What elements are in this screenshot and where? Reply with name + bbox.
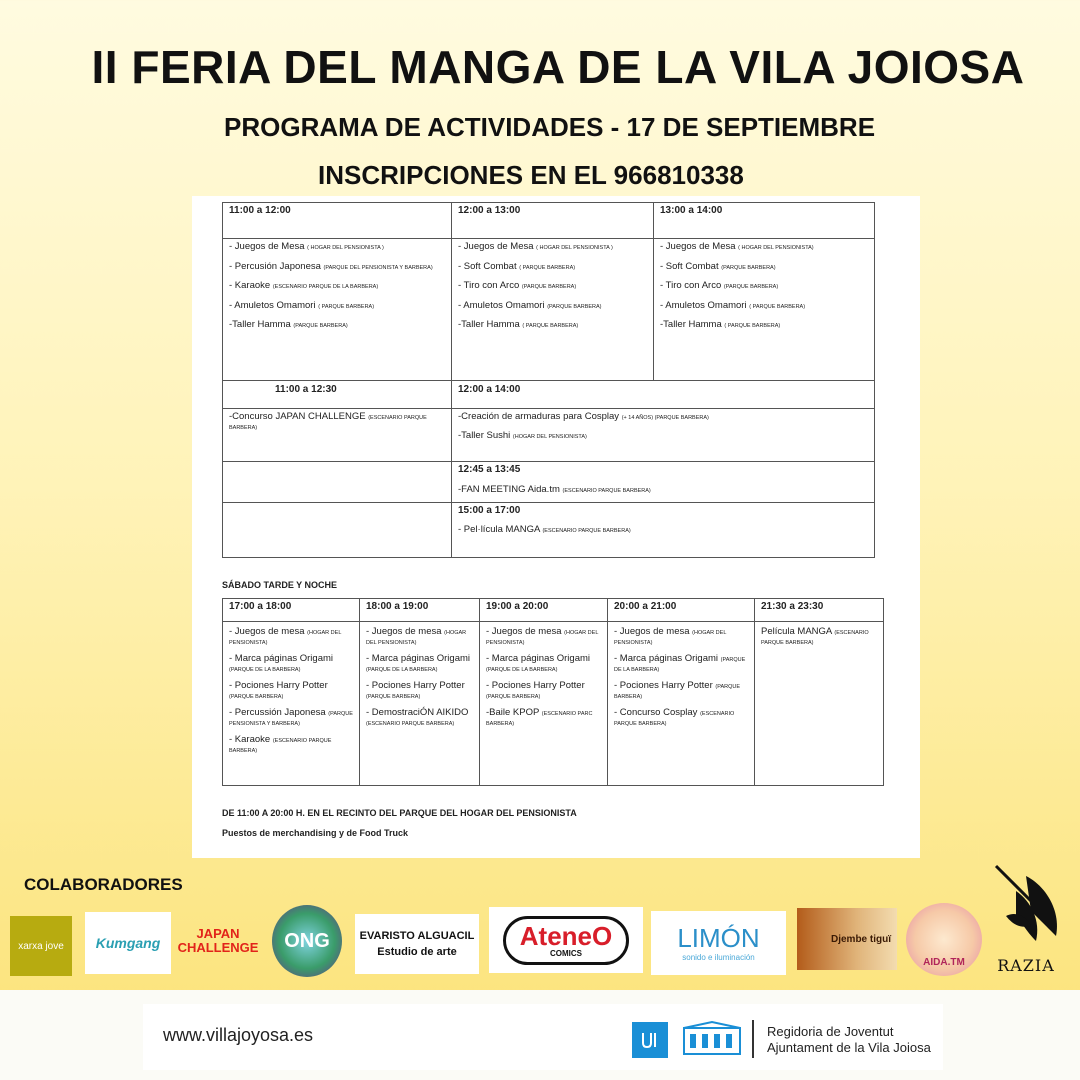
schedule-item: [660, 281, 870, 291]
activity-name: -Taller Hamma: [229, 319, 294, 330]
activity-location: (PARQUE DEL PENSIONISTA Y BARBERA): [323, 264, 433, 271]
schedule-item: [458, 320, 648, 330]
activity-location: ( PARQUE BARBERA): [318, 303, 375, 310]
afternoon-title: SÁBADO TARDE Y NOCHE: [222, 580, 338, 590]
mid-header-2: 12:00 a 14:00: [458, 384, 521, 395]
aft-header-4: 20:00 a 21:00: [614, 601, 677, 612]
activity-name: -Concurso JAPAN CHALLENGE: [229, 411, 369, 422]
aft-col-5: [761, 627, 881, 654]
aft-header-2: 18:00 a 19:00: [366, 601, 429, 612]
aft-header-3: 19:00 a 20:00: [486, 601, 549, 612]
schedule-item: [458, 525, 868, 535]
schedule-item: [458, 281, 648, 291]
activity-location: (PARQUE BARBERA): [614, 684, 741, 700]
activity-location: (ESCENARIO PARQUE BARBERA): [229, 415, 427, 431]
morning-col-2: [458, 242, 648, 340]
schedule-item: [761, 627, 881, 646]
activity-location: (ESCENARIO PARQUE BARBERA): [542, 528, 631, 534]
activity-location: (ESCENARIO PARQUE BARBERA): [366, 720, 455, 727]
morning-header-2: 12:00 a 13:00: [458, 205, 521, 216]
website-link[interactable]: www.villajoyosa.es: [163, 1025, 314, 1045]
activity-location: (PARQUE BARBERA): [486, 693, 541, 700]
activity-name: - Amuletos Omamori: [660, 299, 750, 311]
aft-col-3: [486, 627, 604, 735]
activity-location: ( HOGAR DEL PENSIONISTA): [738, 245, 814, 251]
schedule-item: [614, 708, 750, 727]
djembe-tigui-logo: Djembe tiguï: [797, 908, 897, 970]
schedule-item: [229, 627, 355, 646]
activity-location: (PARQUE DE LA BARBERA): [614, 657, 746, 673]
activity-name: -Taller Hamma: [660, 319, 725, 330]
activity-location: (PARQUE PENSIONISTA Y BARBERA): [229, 711, 353, 727]
schedule-item: [229, 654, 355, 673]
activity-location: ( PARQUE BARBERA): [749, 303, 806, 310]
activity-name: - Amuletos Omamori: [229, 299, 319, 311]
activity-name: - Juegos de Mesa: [229, 241, 308, 252]
aft-header-5: 21:30 a 23:30: [761, 601, 824, 612]
venue-note: DE 11:00 A 20:00 H. EN EL RECINTO DEL PARQUE DEL HOGAR DEL PENSIONISTA: [222, 808, 577, 818]
schedule-item: [366, 681, 476, 700]
activity-location: (PARQUE DE LA BARBERA): [486, 666, 558, 673]
regidoria-text: Regidoria de Joventut Ajuntament de la Vila Joiosa: [767, 1024, 931, 1056]
schedule-item: [660, 242, 870, 252]
schedule-item: [614, 681, 750, 700]
activity-name: - Soft Combat: [660, 260, 722, 272]
inscription-phone: INSCRIPCIONES EN EL 966810338: [318, 160, 744, 190]
schedule-item: [229, 262, 444, 272]
movie: [458, 525, 868, 535]
schedule-item: [458, 301, 648, 311]
morning-header-1: 11:00 a 12:00: [229, 205, 291, 216]
activity-name: - Pociones Harry Potter: [614, 680, 716, 691]
activity-location: (HOGAR DEL PENSIONISTA): [366, 630, 467, 646]
schedule-item: [366, 654, 476, 673]
footer-divider: [752, 1020, 754, 1058]
ajuntament-logo: [632, 1022, 668, 1058]
japan-challenge-logo: JAPAN CHALLENGE: [178, 926, 258, 955]
activity-name: -FAN MEETING Aida.tm: [458, 484, 563, 495]
schedule-item: [614, 654, 750, 673]
activity-name: - Marca páginas Origami: [229, 653, 334, 664]
morning-col-3: [660, 242, 870, 340]
mid-right: [458, 412, 868, 449]
activity-name: - Karaoke: [229, 734, 273, 745]
schedule-item: [458, 485, 868, 495]
activity-name: - Pociones Harry Potter: [486, 680, 585, 691]
activity-location: (PARQUE BARBERA): [293, 323, 348, 329]
razia-logo: RAZIA: [982, 845, 1070, 975]
activity-location: (PARQUE BARBERA): [366, 693, 421, 700]
activity-name: -Taller Hamma: [458, 319, 523, 330]
schedule-item: [660, 262, 870, 272]
aft-col-4: [614, 627, 750, 735]
schedule-item: [366, 708, 476, 727]
activity-name: - Marca páginas Origami: [366, 653, 471, 664]
schedule-item: [660, 301, 870, 311]
activity-name: - Pel·lícula MANGA: [458, 524, 543, 535]
schedule-item: [458, 412, 868, 422]
activity-name: - Karaoke: [229, 280, 273, 291]
merch-note: Puestos de merchandising y de Food Truck: [222, 828, 409, 838]
activity-location: (PARQUE BARBERA): [521, 284, 577, 290]
schedule-item: [229, 281, 444, 291]
schedule-item: [660, 320, 870, 330]
aft-col-2: [366, 627, 476, 735]
schedule-item: [229, 412, 444, 431]
morning-header-3: 13:00 a 14:00: [660, 205, 723, 216]
fan-header: 12:45 a 13:45: [458, 464, 521, 475]
activity-location: (HOGAR DEL PENSIONISTA): [486, 630, 599, 646]
schedule-item: [229, 320, 444, 330]
activity-name: - Percussión Japonesa: [229, 707, 329, 718]
activity-location: (ESCENARIO PARQUE BARBERA): [761, 630, 869, 646]
schedule-item: [366, 627, 476, 646]
activity-name: - Tiro con Arco: [458, 280, 522, 291]
activity-location: ( PARQUE BARBERA): [724, 323, 781, 329]
activity-location: (PARQUE DE LA BARBERA): [366, 666, 438, 673]
activity-name: - Soft Combat: [458, 260, 520, 272]
activity-name: Película MANGA: [761, 626, 835, 637]
activity-location: ( HOGAR DEL PENSIONISTA ): [536, 245, 613, 251]
morning-col-1: [229, 242, 444, 340]
activity-location: (+ 14 AÑOS) (PARQUE BARBERA): [621, 415, 709, 421]
ong-logo: ONG: [272, 905, 342, 977]
activity-location: ( HOGAR DEL PENSIONISTA ): [307, 245, 384, 251]
activity-location: (PARQUE BARBERA): [723, 284, 779, 290]
activity-name: - Juegos de mesa: [366, 626, 445, 637]
activity-name: -Baile KPOP: [486, 707, 542, 718]
schedule-item: [486, 708, 604, 727]
activity-location: (HOGAR DEL PENSIONISTA): [229, 630, 342, 646]
limon-logo: LIMÓN sonido e iluminación: [651, 911, 786, 975]
page-title: II FERIA DEL MANGA DE LA VILA JOIOSA: [91, 41, 1025, 93]
activity-location: ( PARQUE BARBERA): [519, 264, 576, 271]
activity-location: (PARQUE BARBERA): [229, 693, 284, 700]
schedule-item: [229, 301, 444, 311]
activity-name: - Marca páginas Origami: [486, 653, 591, 664]
schedule-item: [229, 242, 444, 252]
activity-name: - Percusión Japonesa: [229, 260, 324, 272]
activity-name: -Taller Sushi: [458, 429, 513, 441]
activity-name: - Tiro con Arco: [660, 280, 724, 291]
activity-location: (PARQUE DE LA BARBERA): [229, 666, 301, 673]
aft-col-1: [229, 627, 355, 762]
activity-location: (PARQUE BARBERA): [547, 303, 602, 310]
mid-left: [229, 412, 444, 437]
activity-location: (ESCENARIO PARQUE DE LA BARBERA): [272, 284, 379, 290]
activity-name: - Amuletos Omamori: [458, 299, 548, 311]
activity-name: - Juegos de mesa: [229, 626, 308, 637]
mid-header-1: 11:00 a 12:30: [275, 384, 337, 395]
activity-location: ( PARQUE BARBERA): [522, 323, 579, 329]
aida-tm-logo: AIDA.TM: [906, 903, 982, 976]
movie-header: 15:00 a 17:00: [458, 505, 521, 516]
razia-bird-icon: [986, 856, 1066, 956]
activity-location: (PARQUE BARBERA): [721, 264, 776, 271]
activity-name: -Creación de armaduras para Cosplay: [458, 411, 622, 422]
collaborators-title: COLABORADORES: [24, 875, 183, 894]
activity-location: (ESCENARIO PARQUE BARBERA): [614, 711, 735, 727]
schedule-item: [458, 431, 868, 441]
schedule-item: [458, 262, 648, 272]
activity-name: - Concurso Cosplay: [614, 707, 701, 718]
activity-location: (ESCENARIO PARQUE BARBERA): [229, 738, 332, 754]
activity-location: (ESCENARIO PARC BARBERA): [486, 711, 593, 727]
fan-meeting: [458, 485, 868, 495]
schedule-item: [486, 627, 604, 646]
schedule-item: [229, 708, 355, 727]
activity-name: - Juegos de Mesa: [458, 241, 537, 252]
activity-name: - DemostraciÓN AIKIDO: [366, 707, 469, 718]
activity-name: - Juegos de mesa: [486, 626, 565, 637]
activity-name: - Juegos de mesa: [614, 626, 693, 637]
townhall-building-icon: [682, 1020, 742, 1058]
schedule-item: [614, 627, 750, 646]
evaristo-alguacil-logo: EVARISTO ALGUACIL Estudio de arte: [355, 914, 479, 974]
activity-location: (HOGAR DEL PENSIONISTA): [512, 433, 587, 440]
activity-name: - Pociones Harry Potter: [229, 680, 328, 691]
program-subtitle: PROGRAMA DE ACTIVIDADES - 17 DE SEPTIEMBRE: [224, 112, 876, 142]
activity-location: (HOGAR DEL PENSIONISTA): [614, 630, 727, 646]
activity-location: (ESCENARIO PARQUE BARBERA): [562, 488, 651, 494]
activity-name: - Juegos de Mesa: [660, 241, 739, 252]
schedule-item: [229, 681, 355, 700]
xarxa-jove-logo: xarxa jove: [10, 916, 72, 976]
schedule-item: [486, 681, 604, 700]
schedule-document: [192, 196, 920, 858]
kumgang-logo: Kumgang: [85, 912, 171, 974]
schedule-item: [486, 654, 604, 673]
ujp-icon: [639, 1029, 661, 1051]
ateneo-comics-logo: AteneO COMICS: [489, 907, 643, 973]
activity-name: - Pociones Harry Potter: [366, 680, 465, 691]
schedule-item: [458, 242, 648, 252]
activity-name: - Marca páginas Origami: [614, 653, 721, 664]
aft-header-1: 17:00 a 18:00: [229, 601, 292, 612]
schedule-item: [229, 735, 355, 754]
